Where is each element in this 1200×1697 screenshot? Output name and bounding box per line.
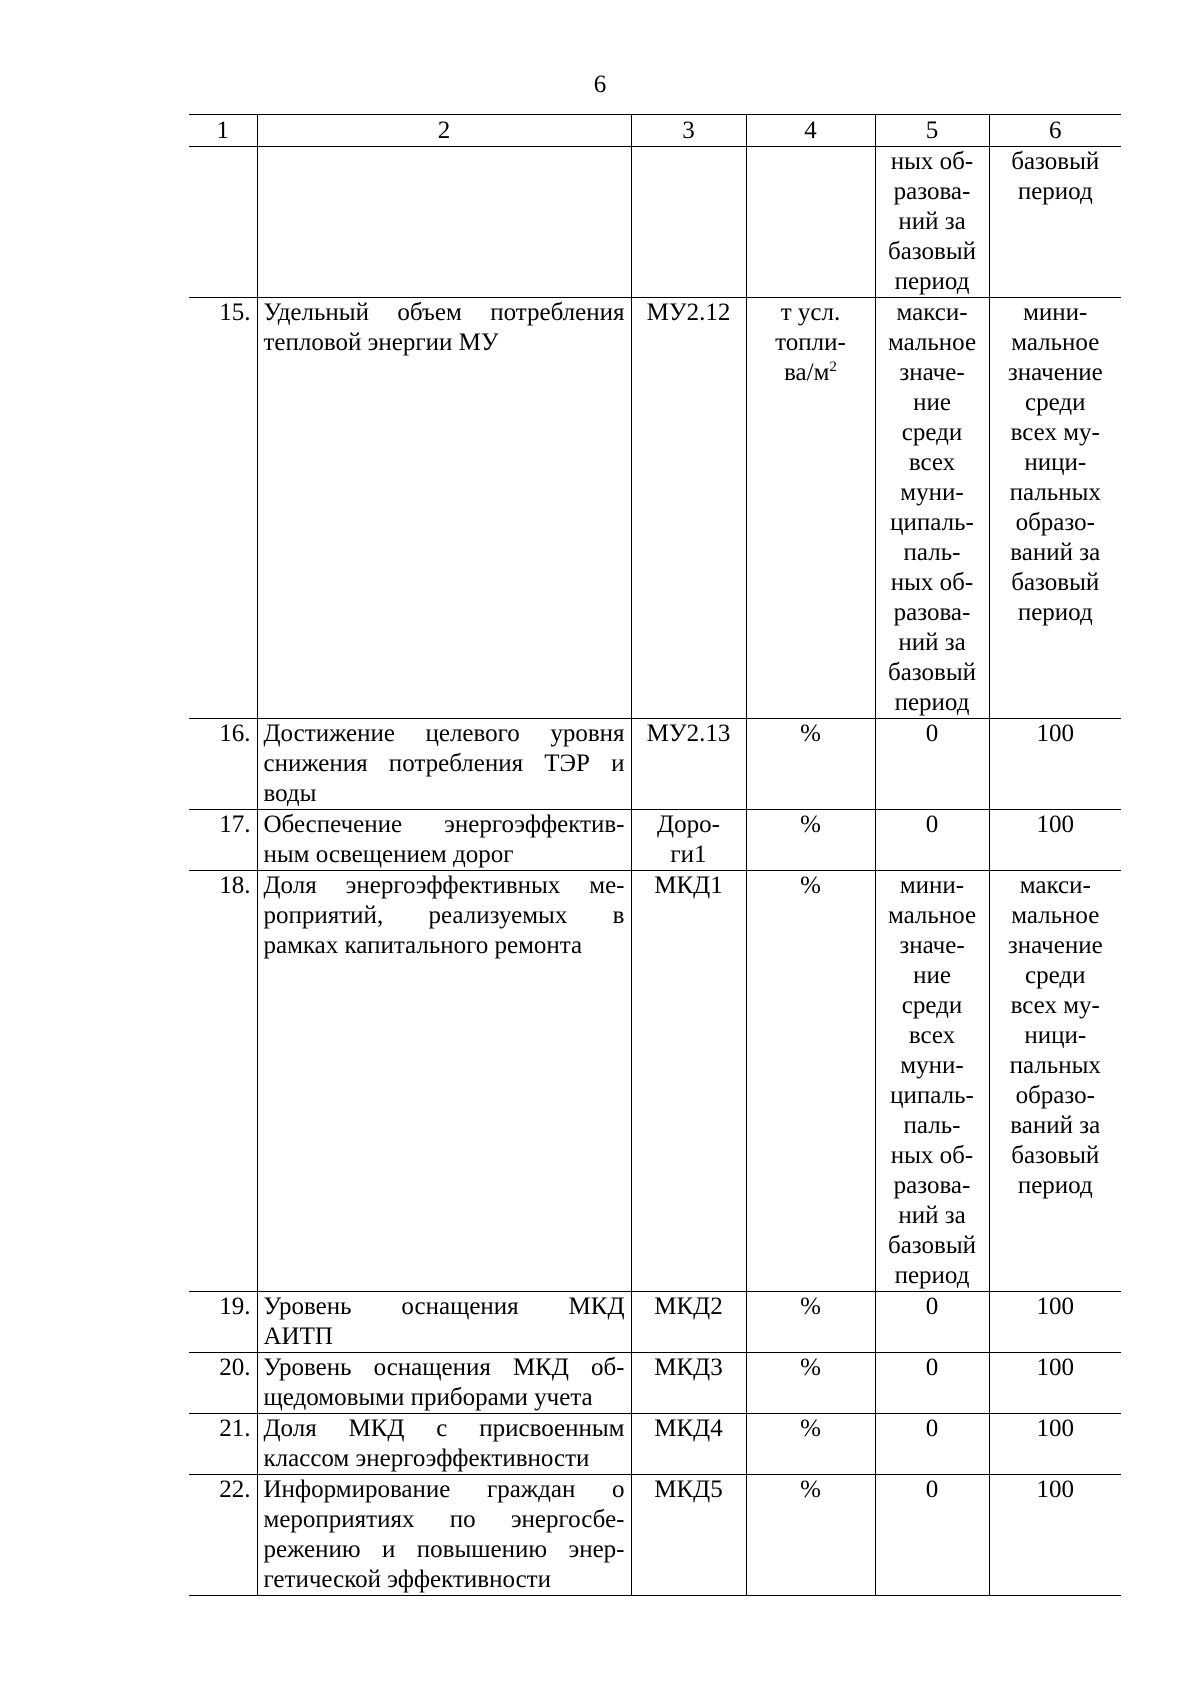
cell-line: всех му- [1010,992,1100,1019]
row-number: 16. [219,720,251,747]
cell-line: гетической эффективности [263,1566,551,1593]
cell-line: % [800,1415,821,1442]
base-value-cell [875,147,989,298]
header-cell: 3 [631,115,746,147]
cell-line: пальных [1009,479,1101,506]
cell-line: период [894,268,970,295]
cell-line: мальное [1011,902,1100,929]
cell-line: ным освещением дорог [263,841,514,868]
cell-line: муни- [900,479,964,506]
cell-line: рамках капитального ремонта [263,932,583,959]
table-row [189,147,1121,298]
row-number: 17. [219,811,251,838]
indicator-name-cell [257,1414,631,1475]
cell-line: Уровень оснащения МКД об- [263,1354,625,1381]
page-number: 6 [593,71,607,98]
cell-line: режению и повышению энер- [263,1536,625,1563]
row-number-cell [189,298,257,719]
row-number-cell [189,1292,257,1353]
cell-line: Уровень оснащения МКД [263,1293,625,1320]
cell-line: значе- [899,359,965,386]
row-number: 21. [219,1415,251,1442]
cell-line: тепловой энергии МУ [263,329,499,356]
header-cell: 6 [989,115,1121,147]
cell-line: Информирование граждан о [263,1476,625,1503]
cell-line: паль- [903,539,961,566]
table-row [189,810,1121,871]
header-cell: 2 [257,115,631,147]
cell-line: ных об- [890,569,974,596]
cell-line: МКД2 [654,1293,723,1320]
unit-cell [746,871,875,1292]
cell-line: всех му- [1010,419,1100,446]
base-value-cell [875,1353,989,1414]
cell-line: ных об- [890,148,974,175]
cell-line: период [894,689,970,716]
cell-line: базовый [1011,569,1100,596]
cell-line: всех [908,1022,956,1049]
cell-line: 100 [1036,811,1074,838]
cell-line: ние [913,962,951,989]
cell-line: период [1017,599,1093,626]
target-value-cell [989,147,1121,298]
unit-cell [746,147,875,298]
indicator-name-cell [257,810,631,871]
cell-line: 100 [1036,1293,1074,1320]
cell-line: воды [263,780,317,807]
cell-line: 100 [1036,1354,1074,1381]
cell-line: базовый [887,238,977,265]
cell-line: муни- [900,1052,964,1079]
unit-cell [746,719,875,810]
cell-line: мальное [1011,329,1100,356]
cell-line: ваний за [1010,1112,1101,1139]
cell-line: МКД5 [654,1476,723,1503]
unit-superscript: 2 [829,359,837,375]
target-value-cell [989,719,1121,810]
cell-line: образо- [1015,1082,1095,1109]
cell-line: 0 [925,720,939,747]
indicator-code-cell [631,1292,746,1353]
cell-line: 100 [1036,720,1074,747]
table-row [189,1414,1121,1475]
target-value-cell [989,1475,1121,1596]
cell-line: паль- [903,1112,961,1139]
cell-line: ваний за [1010,539,1101,566]
cell-line: всех [908,449,956,476]
cell-line: значе- [899,932,965,959]
cell-line: классом энергоэффективности [263,1445,590,1472]
row-number: 18. [219,872,251,899]
indicator-code-cell [631,1414,746,1475]
cell-line: 0 [925,1415,939,1442]
indicator-name-cell [257,719,631,810]
cell-line: значение [1007,932,1103,959]
row-number: 20. [219,1354,251,1381]
target-value-cell [989,298,1121,719]
cell-line: ници- [1024,1022,1087,1049]
cell-line: пальных [1009,1052,1101,1079]
table-header-row [189,115,1121,147]
cell-line: 100 [1036,1476,1074,1503]
indicator-name-cell [257,1353,631,1414]
cell-line: % [800,1293,821,1320]
unit-cell [746,298,875,719]
cell-line: разова- [893,1172,971,1199]
header-cell: 4 [746,115,875,147]
cell-line: 0 [925,1354,939,1381]
cell-line: МКД4 [654,1415,723,1442]
cell-line: ва/м [784,359,830,386]
cell-line: базовый [1011,1142,1100,1169]
cell-line: разова- [893,178,971,205]
indicator-code-cell [631,1353,746,1414]
cell-line: МКД1 [654,872,723,899]
cell-line: базовый [887,659,977,686]
row-number: 22. [219,1476,251,1503]
cell-line: ние [913,389,951,416]
base-value-cell [875,871,989,1292]
cell-line: среди [901,419,963,446]
cell-line: ний за [898,1202,966,1229]
cell-line: образо- [1015,509,1095,536]
indicator-name-cell [257,871,631,1292]
cell-line: мини- [899,872,965,899]
cell-line: разова- [893,599,971,626]
target-value-cell [989,810,1121,871]
cell-line: период [1017,178,1093,205]
indicator-code-cell [631,1475,746,1596]
row-number-cell [189,810,257,871]
cell-line: среди [901,992,963,1019]
indicator-code-cell [631,298,746,719]
cell-line: 0 [925,1293,939,1320]
table-row [189,298,1121,719]
cell-line: среди [1025,389,1086,416]
target-value-cell [989,1353,1121,1414]
base-value-cell [875,1292,989,1353]
unit-cell [746,1292,875,1353]
cell-line: макси- [1019,872,1091,899]
base-value-cell [875,719,989,810]
indicator-code-cell [631,719,746,810]
cell-line: ципаль- [890,1082,974,1109]
cell-line: ных об- [890,1142,974,1169]
row-number-cell [189,1475,257,1596]
indicators-table [189,114,1121,1596]
cell-line: роприятий, реализуемых в [263,902,625,929]
cell-line: % [800,720,821,747]
cell-line: Доля МКД с присвоенным [263,1415,625,1442]
cell-line: среди [1025,962,1086,989]
cell-line: ципаль- [890,509,974,536]
cell-line: т усл. [780,299,841,326]
cell-line: 0 [925,811,939,838]
cell-line: период [894,1262,970,1289]
target-value-cell [989,1414,1121,1475]
base-value-cell [875,1475,989,1596]
table-row [189,871,1121,1292]
table-row [189,1292,1121,1353]
cell-line: базовый [887,1232,977,1259]
cell-line: МКД3 [654,1354,723,1381]
row-number: 19. [219,1293,251,1320]
base-value-cell [875,810,989,871]
cell-line: значение [1007,359,1103,386]
indicator-code-cell [631,810,746,871]
cell-line: МУ2.13 [646,720,731,747]
indicator-code-cell [631,871,746,1292]
base-value-cell [875,298,989,719]
unit-cell [746,1475,875,1596]
row-number-cell [189,147,257,298]
cell-line: ний за [898,629,966,656]
row-number-cell [189,871,257,1292]
header-cell: 1 [189,115,257,147]
cell-line: 0 [925,1476,939,1503]
cell-line: мальное [887,329,977,356]
cell-line: мероприятиях по энергосбе- [263,1506,625,1533]
unit-cell [746,1414,875,1475]
cell-line: топли- [775,329,846,356]
target-value-cell [989,871,1121,1292]
cell-line: макси- [896,299,968,326]
row-number-cell [189,1414,257,1475]
table-row [189,1353,1121,1414]
indicator-code-cell [631,147,746,298]
indicator-name-cell [257,1292,631,1353]
cell-line: щедомовыми приборами учета [263,1384,593,1411]
cell-line: 100 [1036,1415,1074,1442]
cell-line: Доля энергоэффективных ме- [263,872,625,899]
cell-line: МУ2.12 [646,299,731,326]
row-number: 15. [219,299,251,326]
cell-line: % [800,811,821,838]
indicator-name-cell [257,147,631,298]
row-number-cell [189,1353,257,1414]
unit-cell [746,810,875,871]
cell-line: Достижение целевого уровня [263,720,625,747]
target-value-cell [989,1292,1121,1353]
indicator-name-cell [257,298,631,719]
cell-line: % [800,1476,821,1503]
cell-line: % [800,1354,821,1381]
cell-line: Удельный объем потребления [263,299,625,326]
cell-line: Доро- [657,811,720,838]
cell-line: ници- [1024,449,1087,476]
cell-line: период [1017,1172,1093,1199]
cell-line: снижения потребления ТЭР и [263,750,625,777]
cell-line: % [800,872,821,899]
base-value-cell [875,1414,989,1475]
unit-cell [746,1353,875,1414]
cell-line: АИТП [263,1323,333,1350]
cell-line: ги1 [670,841,707,868]
header-cell: 5 [875,115,989,147]
table-row [189,719,1121,810]
cell-line: мальное [887,902,977,929]
cell-line: ний за [898,208,966,235]
table-row [189,1475,1121,1596]
cell-line: Обеспечение энергоэффектив- [263,811,625,838]
row-number-cell [189,719,257,810]
indicator-name-cell [257,1475,631,1596]
cell-line: базовый [1011,148,1100,175]
cell-line: мини- [1023,299,1088,326]
